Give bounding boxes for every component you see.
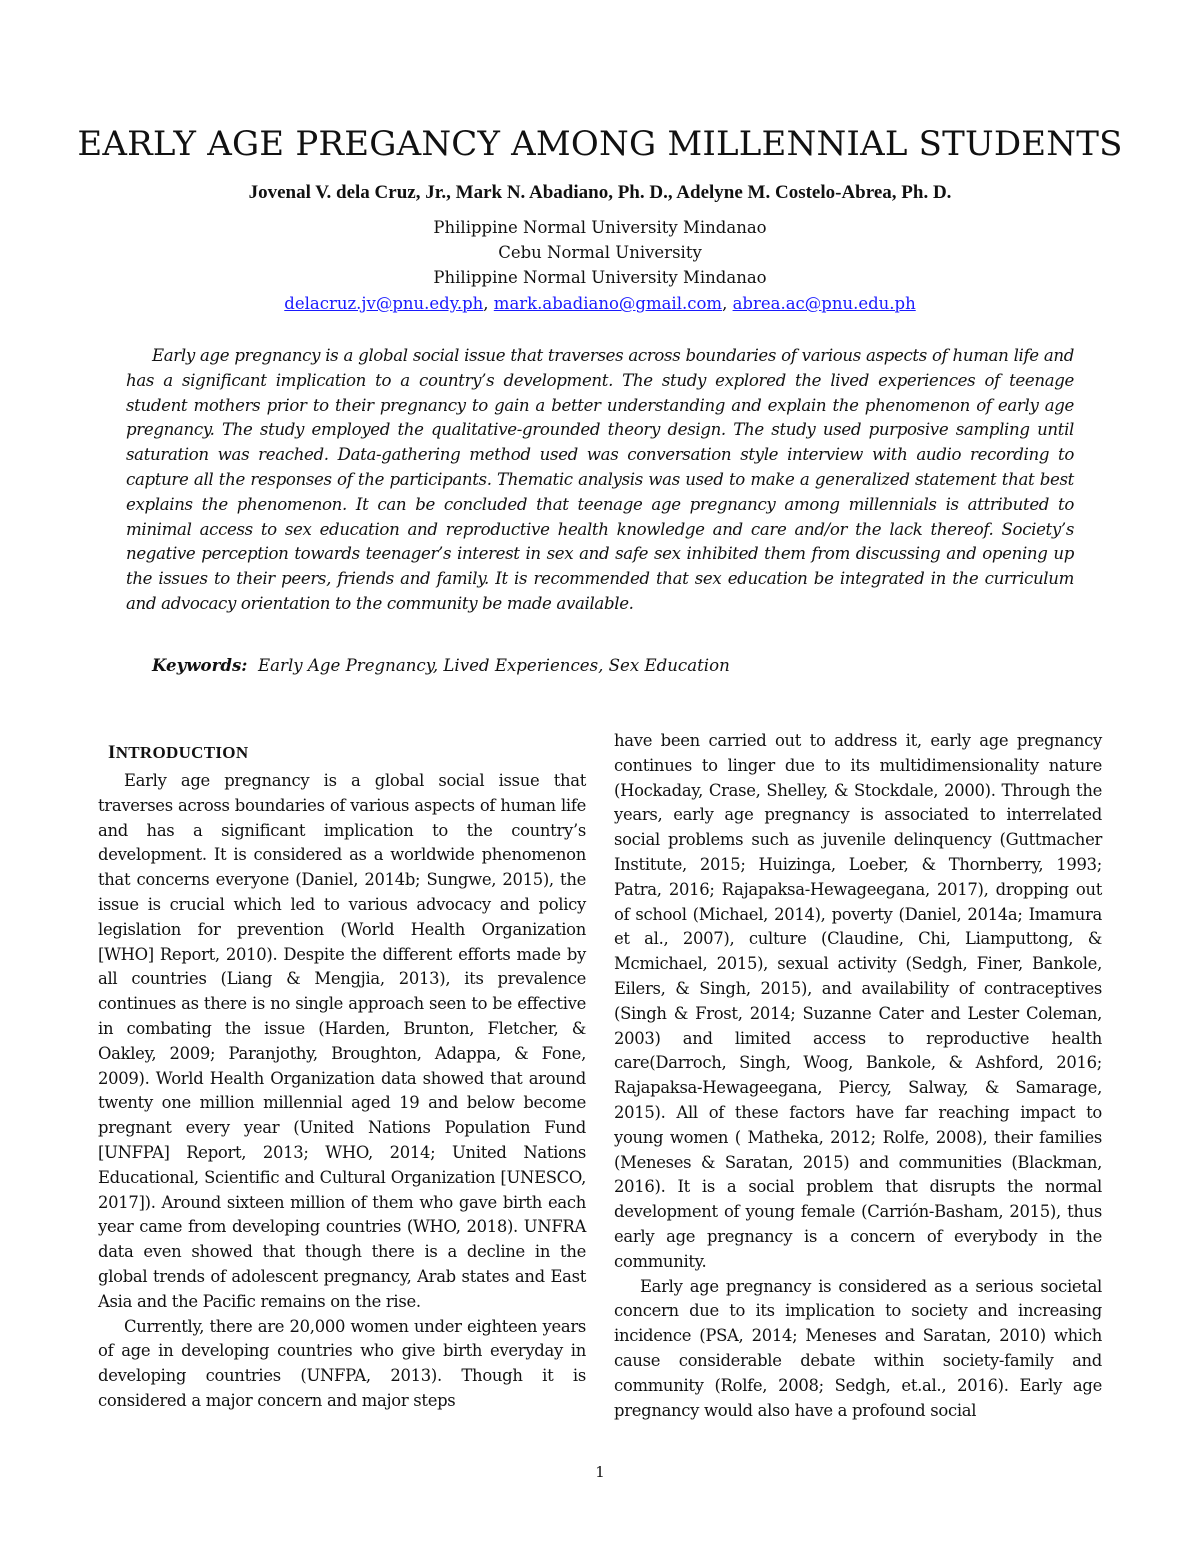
affiliation-3: Philippine Normal University Mindanao: [433, 268, 767, 287]
section-heading-text: NTRODUCTION: [115, 743, 249, 762]
body-paragraph: have been carried out to address it, early age pregnancy continues to linger due to its multidimensionality nature (Hockaday, Crase, Shelley, & Stockdale, 2000). Through the years, early age pregnancy is associated to interrelated social problems such as juvenile delinquency (Guttmacher Institute, 2015; Huizinga, Loeber, & Thornberry, 1993; Patra, 2016; Rajapaksa-Hewageegana, 2017), dropping out of school (Michael, 2014), poverty (Daniel, 2014a; Imamura et al., 2007), culture (Claudine, Chi, Liamputtong, & Mcmichael, 2015), sexual activity (Sedgh, Finer, Bankole, Eilers, & Singh, 2015), and availability of contraceptives (Singh & Frost, 2014; Suzanne Cater and Lester Coleman, 2003) and limited access to reproductive health care(Darroch, Singh, Woog, Bankole, & Ashford, 2016; Rajapaksa-Hewageegana, Piercy, Salway, & Samarage, 2015). All of these factors have far reaching impact to young women ( Matheka, 2012; Rolfe, 2008), their families (Meneses & Saratan, 2015) and communities (Blackman, 2016). It is a social problem that disrupts the normal development of young female (Carrión-Basham, 2015), thus early age pregnancy is a concern of everybody in the community.: [614, 731, 1102, 1271]
paper-title: EARLY AGE PREGANCY AMONG MILLENNIAL STUDENTS: [77, 124, 1123, 164]
right-column: [614, 729, 1102, 1423]
page-number: 1: [595, 1463, 605, 1481]
affiliation-2: Cebu Normal University: [498, 243, 702, 262]
body-paragraph: Early age pregnancy is considered as a serious societal concern due to its implication to society and increasing incidence (PSA, 2014; Meneses and Saratan, 2010) which cause considerable debate within society-family and community (Rolfe, 2008; Sedgh, et.al., 2016). Early age pregnancy would also have a profound social: [614, 1276, 1102, 1420]
abstract: Early age pregnancy is a global social issue that traverses across boundaries of various aspects of human life and has a significant implication to a country’s development. The study explored the lived experiences of teenage student mothers prior to their pregnancy to gain a better understanding and explain the phenomenon of early age pregnancy. The study employed the qualitative-grounded theory design. The study used purposive sampling until saturation was reached. Data-gathering method used was conversation style interview with audio recording to capture all the responses of the participants. Thematic analysis was used to make a generalized statement that best explains the phenomenon. It can be concluded that teenage age pregnancy among millennials is attributed to minimal access to sex education and reproductive health knowledge and care and/or the lack thereof. Society’s negative perception towards teenager’s interest in sex and safe sex inhibited them from discussing and opening up the issues to their peers, friends and family. It is recommended that sex education be integrated in the curriculum and advocacy orientation to the community be made available.: [126, 346, 1074, 613]
keywords: [152, 655, 730, 675]
author-list: Jovenal V. dela Cruz, Jr., Mark N. Abadiano, Ph. D., Adelyne M. Costelo-Abrea, Ph. D.: [248, 182, 952, 203]
left-column: [98, 769, 586, 1414]
body-paragraph: Early age pregnancy is a global social issue that traverses across boundaries of various aspects of human life and has a significant implication to the country’s development. It is considered as a worldwide phenomenon that concerns everyone (Daniel, 2014b; Sungwe, 2015), the issue is crucial which led to various advocacy and policy legislation for prevention (World Health Organization [WHO] Report, 2010). Despite the different efforts made by all countries (Liang & Mengjia, 2013), its prevalence continues as there is no single approach seen to be effective in combating the issue (Harden, Brunton, Fletcher, & Oakley, 2009; Paranjothy, Broughton, Adappa, & Fone, 2009). World Health Organization data showed that around twenty one million millennial aged 19 and below become pregnant every year (United Nations Population Fund [UNFPA] Report, 2013; WHO, 2014; United Nations Educational, Scientific and Cultural Organization [UNESCO, 2017]). Around sixteen million of them who gave birth each year came from developing countries (WHO, 2018). UNFRA data even showed that though there is a decline in the global trends of adolescent pregnancy, Arab states and East Asia and the Pacific remains on the rise.: [98, 771, 586, 1311]
body-paragraph: Currently, there are 20,000 women under eighteen years of age in developing countries who give birth everyday in developing countries (UNFPA, 2013). Though it is considered a major concern and major steps: [98, 1316, 586, 1410]
email-link-3[interactable]: abrea.ac@pnu.edu.ph: [732, 294, 916, 313]
keywords-list: Early Age Pregnancy, Lived Experiences, Sex Education: [258, 656, 730, 675]
keywords-label: Keywords:: [152, 655, 248, 675]
email-link-2[interactable]: mark.abadiano@gmail.com: [493, 294, 723, 313]
section-heading-introduction: [108, 742, 248, 764]
email-list: delacruz.jv@pnu.edy.ph, mark.abadiano@gmail.com, abrea.ac@pnu.edu.ph: [284, 294, 916, 313]
affiliation-1: Philippine Normal University Mindanao: [433, 218, 767, 237]
email-link-1[interactable]: delacruz.jv@pnu.edy.ph: [284, 294, 484, 313]
section-heading-initial: I: [108, 742, 116, 763]
